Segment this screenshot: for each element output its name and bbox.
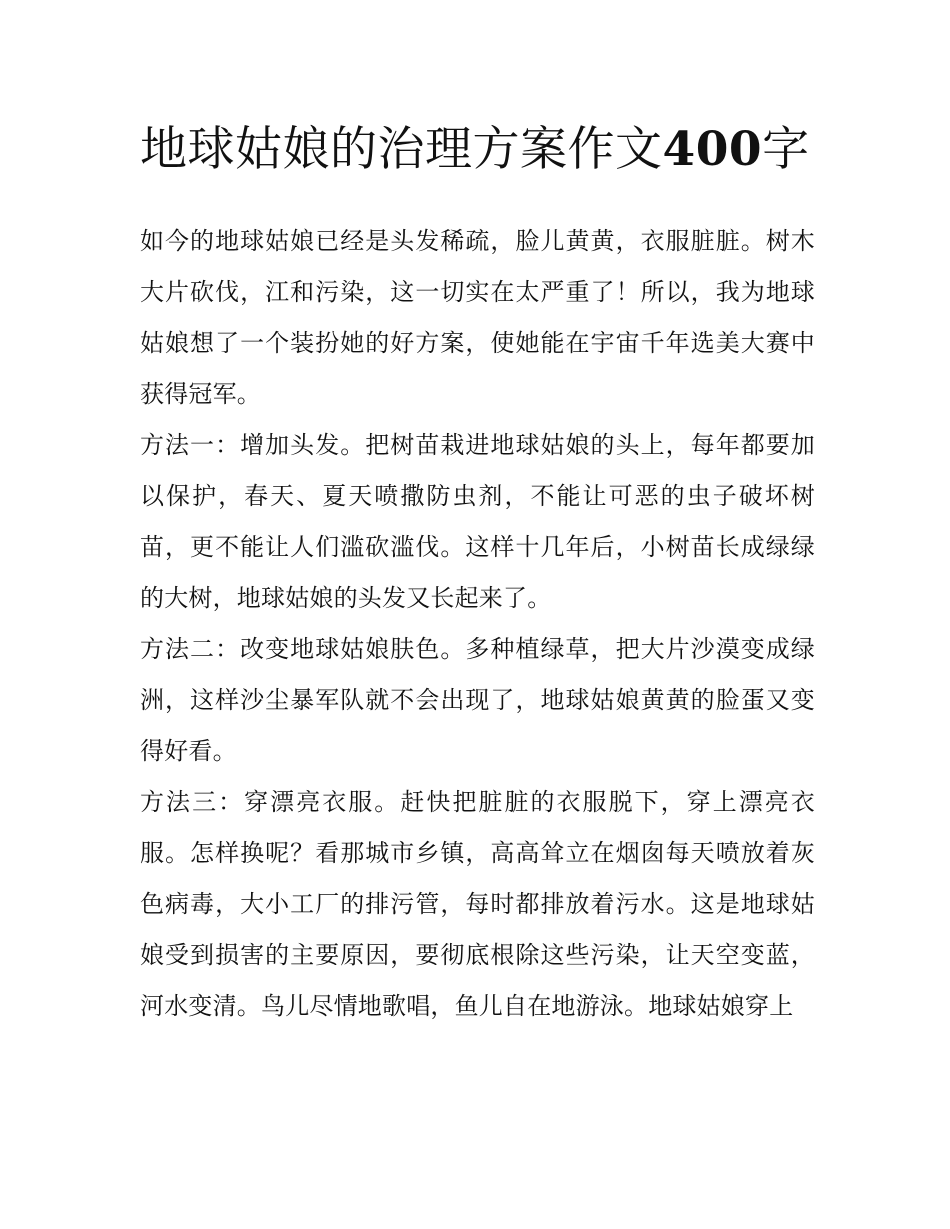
paragraph-method-one: 方法一：增加头发。把树苗栽进地球姑娘的头上，每年都要加以保护，春天、夏天喷撒防虫剂，不能让可恶的虫子破坏树苗，更不能让人们滥砍滥伐。这样十几年后，小树苗长成绿绿的大树，地球姑娘的头发又长起来了。 <box>140 431 815 612</box>
document-body <box>140 112 815 1032</box>
paragraph-intro: 如今的地球姑娘已经是头发稀疏，脸儿黄黄，衣服脏脏。树木大片砍伐，江和污染，这一切实在太严重了！所以，我为地球姑娘想了一个装扮她的好方案，使她能在宇宙千年选美大赛中获得冠军。 <box>140 227 815 408</box>
paragraph-method-three: 方法三：穿漂亮衣服。赶快把脏脏的衣服脱下，穿上漂亮衣服。怎样换呢？看那城市乡镇，高高耸立在烟囱每天喷放着灰色病毒，大小工厂的排污管，每时都排放着污水。这是地球姑娘受到损害的主要原因，要彻底根除这些污染，让天空变蓝，河水变清。鸟儿尽情地歌唱，鱼儿自在地游泳。地球姑娘穿上 <box>140 788 815 1020</box>
paragraph-method-two: 方法二：改变地球姑娘肤色。多种植绿草，把大片沙漠变成绿洲，这样沙尘暴军队就不会出现了，地球姑娘黄黄的脸蛋又变得好看。 <box>140 635 815 765</box>
title-suffix: 字 <box>762 122 810 177</box>
title-text: 地球姑娘的治理方案作文 <box>140 122 663 177</box>
title-number: 400 <box>662 122 763 177</box>
document-title <box>140 112 815 188</box>
